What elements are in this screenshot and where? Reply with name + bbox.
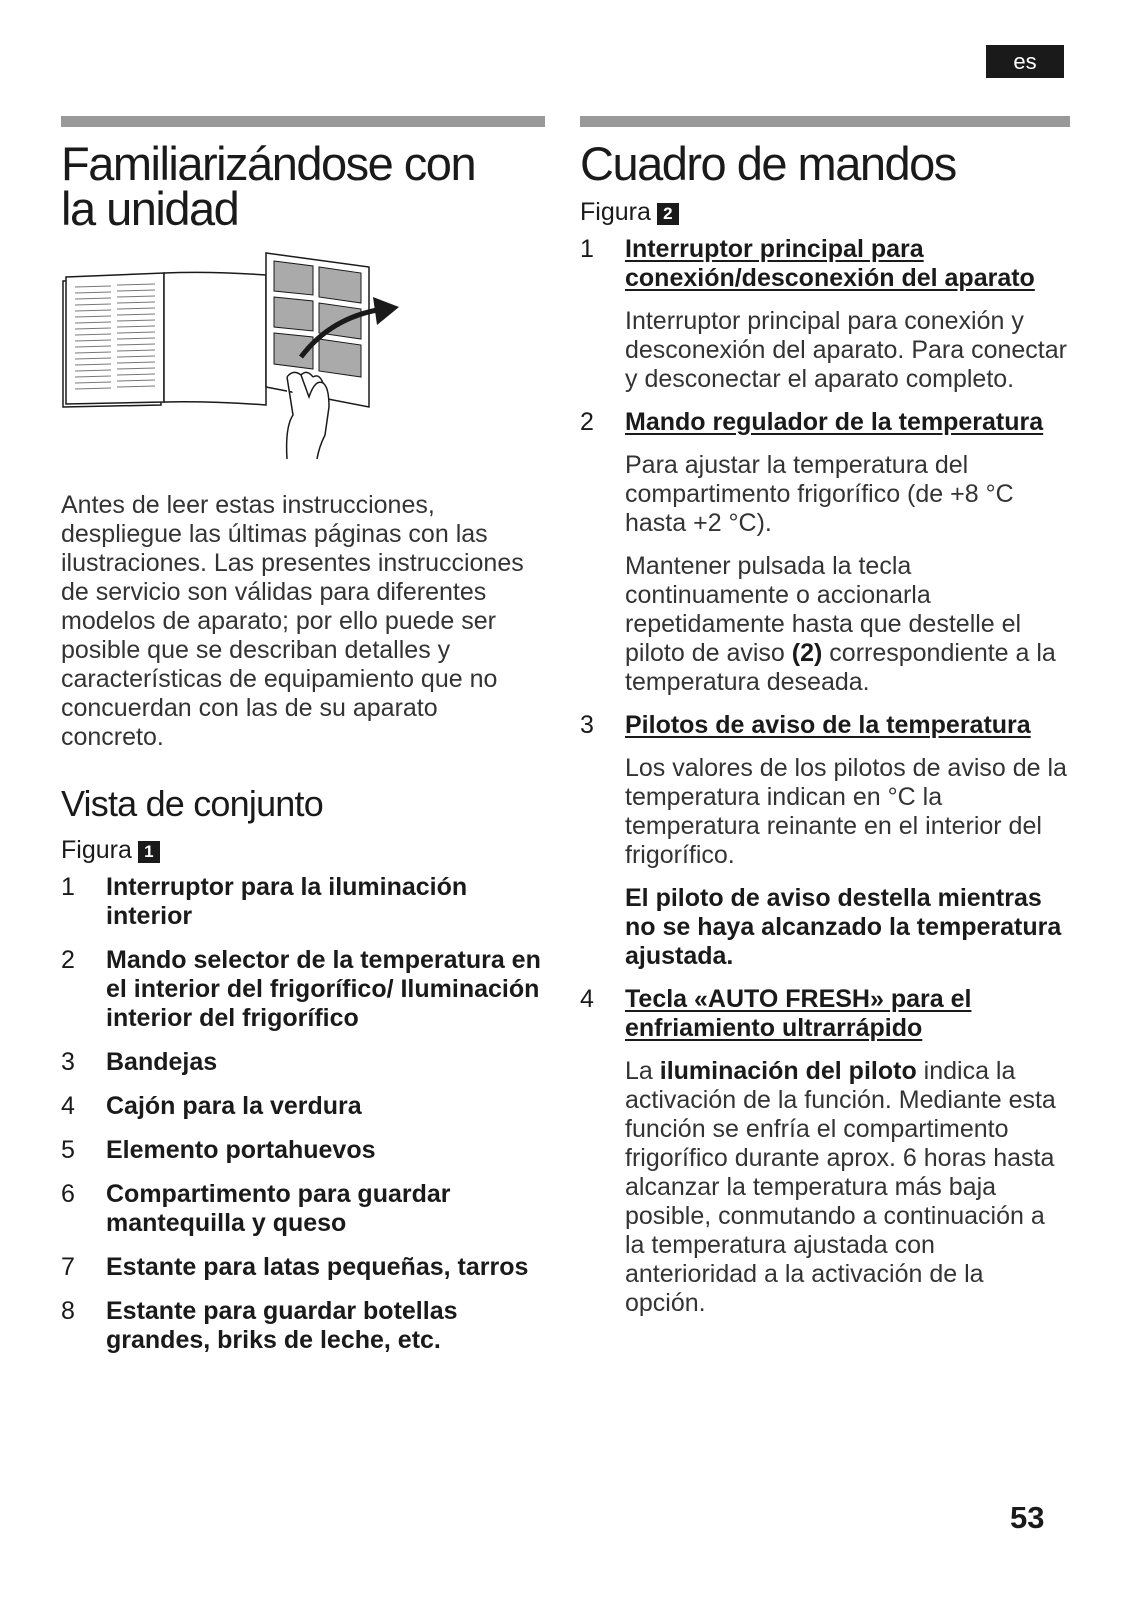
overview-heading: Vista de conjunto: [61, 783, 323, 824]
instruction-ref: (2): [791, 639, 823, 667]
list-item: [61, 1253, 545, 1282]
section-rule: [61, 116, 545, 127]
description-text: La: [625, 1057, 660, 1085]
section-rule: [580, 116, 1070, 127]
list-item: [61, 1136, 545, 1165]
list-item: [61, 1048, 545, 1077]
item-number: 4: [61, 1092, 75, 1120]
manual-book-illustration: [61, 247, 411, 462]
control-item-description: Los valores de los pilotos de aviso de la temperatura indican en °C la temperatura reinante en el interior del frigorífico.: [625, 754, 1067, 869]
item-text: Compartimento para guardar mantequilla y queso: [106, 1180, 451, 1237]
left-column: [61, 116, 545, 1370]
item-number: 2: [61, 946, 75, 974]
item-number: 3: [61, 1048, 75, 1076]
control-item-title: Tecla «AUTO FRESH» para el enfriamiento ultrarrápido: [625, 985, 972, 1042]
control-item-description: Para ajustar la temperatura del compartimento frigorífico (de +8 °C hasta +2 °C).: [625, 451, 1014, 537]
control-item-title: Mando regulador de la temperatura: [625, 408, 1044, 436]
control-item-title: Pilotos de aviso de la temperatura: [625, 711, 1031, 739]
description-emphasis: iluminación del piloto: [659, 1057, 917, 1085]
language-tag: es: [986, 45, 1064, 78]
overview-section: [61, 784, 545, 1355]
item-number: 3: [580, 711, 594, 739]
description-text-end: indica la activación de la función. Mediante esta función se enfría el compartimento frigorífico durante aprox. 6 horas hasta alcanzar la temperatura más baja posible, conmutando a continuación a la temperatura ajustada con anterioridad a la activación de la opción.: [625, 1057, 1056, 1317]
item-number: 8: [61, 1297, 75, 1325]
item-number: 6: [61, 1180, 75, 1208]
right-column: [580, 116, 1070, 1332]
control-item-auto-fresh: [580, 985, 1070, 1318]
control-panel-title: Cuadro de mandos: [580, 137, 956, 190]
unfold-pages-illustration: [61, 247, 545, 467]
list-item: [61, 873, 545, 931]
control-item-instruction: [625, 552, 1070, 697]
item-text: Mando selector de la temperatura en el interior del frigorífico/ Iluminación interior del frigorífico: [106, 946, 541, 1032]
control-item-main-switch: [580, 235, 1070, 394]
control-item-note: El piloto de aviso destella mientras no se haya alcanzado la temperatura ajustada.: [625, 884, 1062, 970]
item-text: Elemento portahuevos: [106, 1136, 376, 1164]
item-number: 4: [580, 985, 594, 1013]
section-title-line1: Familiarizándose con: [61, 137, 476, 190]
item-number: 1: [580, 235, 594, 263]
figure-reference: [61, 836, 545, 865]
item-number: 1: [61, 873, 75, 901]
control-item-title: Interruptor principal para conexión/desconexión del aparato: [625, 235, 1035, 292]
figure-reference: [580, 198, 1070, 227]
item-text: Cajón para la verdura: [106, 1092, 362, 1120]
item-text: Interruptor para la iluminación interior: [106, 873, 468, 930]
list-item: [61, 1092, 545, 1121]
item-text: Estante para guardar botellas grandes, briks de leche, etc.: [106, 1297, 458, 1354]
item-number: 2: [580, 408, 594, 436]
figure-label: Figura: [580, 198, 651, 226]
list-item: [61, 1180, 545, 1238]
page-number: 53: [1010, 1500, 1045, 1535]
figure-number-badge: 2: [657, 203, 679, 225]
control-item-description: [625, 1057, 1070, 1318]
intro-paragraph: Antes de leer estas instrucciones, despliegue las últimas páginas con las ilustraciones. Las presentes instrucciones de servicio son válidas para diferentes modelos de aparato; por ello puede ser posible que se describan detalles y características de equipamiento que no concuerdan con las de su aparato concreto.: [61, 491, 524, 751]
instruction-text: Mantener pulsada la tecla continuamente o accionarla repetidamente hasta que destelle el piloto de aviso: [625, 552, 1022, 667]
item-text: Bandejas: [106, 1048, 218, 1076]
control-item-temperature-indicators: [580, 711, 1070, 971]
control-item-temperature-regulator: [580, 408, 1070, 697]
figure-label: Figura: [61, 836, 132, 864]
list-item: [61, 1297, 545, 1355]
section-title-line2: la unidad: [61, 182, 239, 235]
item-number: 5: [61, 1136, 75, 1164]
component-list: [61, 873, 545, 1355]
item-text: Estante para latas pequeñas, tarros: [106, 1253, 529, 1281]
section-title: [61, 137, 545, 235]
figure-number-badge: 1: [138, 841, 160, 863]
instruction-text-end: correspondiente a la temperatura deseada.: [625, 639, 1056, 696]
item-number: 7: [61, 1253, 75, 1281]
control-item-description: Interruptor principal para conexión y desconexión del aparato. Para conectar y desconectar el aparato completo.: [625, 307, 1067, 393]
list-item: [61, 946, 545, 1033]
